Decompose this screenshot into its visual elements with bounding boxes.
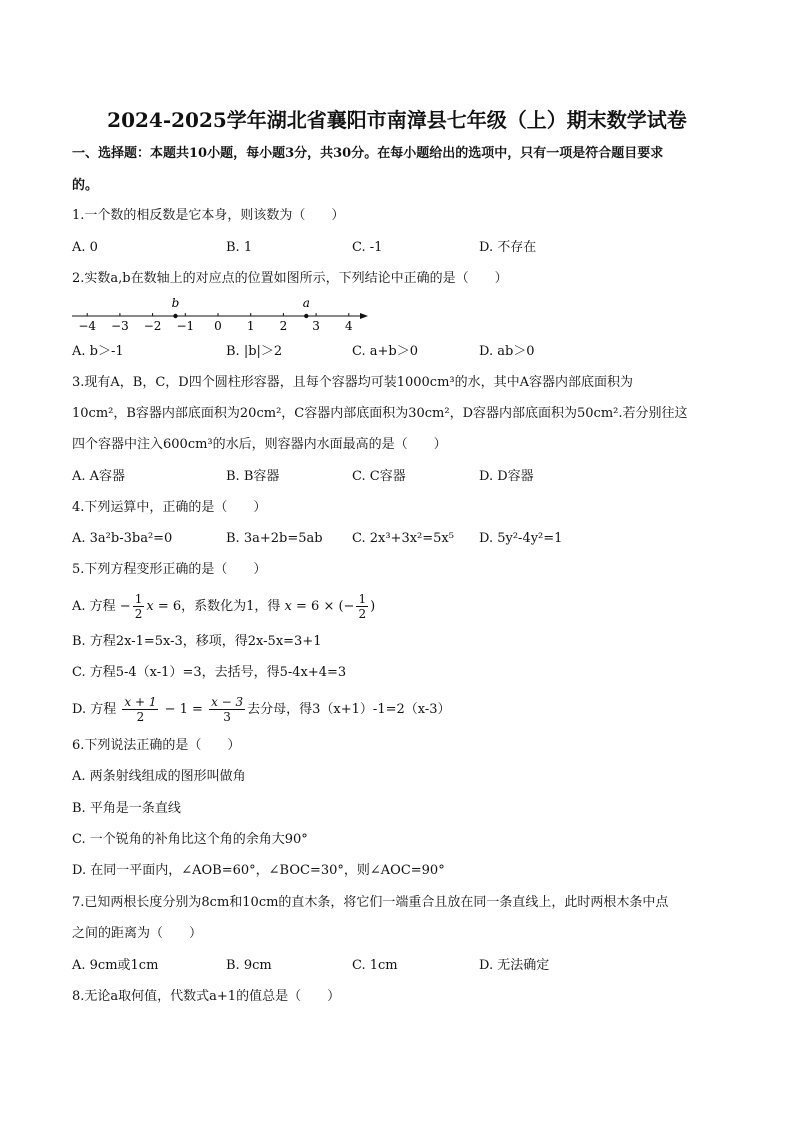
q5-option-d-prefix: D. 方程 xyxy=(72,702,117,717)
question-4-stem: 4.下列运算中，正确的是（ ） xyxy=(72,500,267,515)
q2-option-b: B. |b|＞2 xyxy=(226,344,283,359)
q4-option-b: B. 3a+2b=5ab xyxy=(226,531,323,546)
q1-option-b: B. 1 xyxy=(226,240,253,255)
section-heading-cont: 的。 xyxy=(72,178,99,193)
question-7-line-2: 之间的距离为（ ） xyxy=(72,926,203,941)
q3-option-b: B. B容器 xyxy=(226,469,280,484)
q7-option-d: D. 无法确定 xyxy=(479,958,550,973)
question-6-stem: 6.下列说法正确的是（ ） xyxy=(72,738,241,753)
q6-option-b: B. 平角是一条直线 xyxy=(72,801,181,816)
question-1-stem: 1.一个数的相反数是它本身，则该数为（ ） xyxy=(72,208,345,223)
page-title: 2024-2025学年湖北省襄阳市南漳县七年级（上）期末数学试卷 xyxy=(107,108,687,132)
q2-option-c: C. a+b＞0 xyxy=(352,344,418,359)
number-line-tick-label: 0 xyxy=(214,319,222,333)
q5-option-d-suffix: 去分母，得3（x+1）-1=2（x-3） xyxy=(247,702,451,717)
q1-option-c: C. -1 xyxy=(352,240,383,255)
q3-option-a: A. A容器 xyxy=(72,469,126,484)
number-line-tick-label: 1 xyxy=(246,319,255,333)
q5-option-d xyxy=(72,695,451,725)
q5-option-d-equation: $\frac{x + 1}{2}$ − 1 = $\frac{x - 3}{3}$ xyxy=(124,695,244,724)
q5-option-a-equation-2: x = 6 × (− $\frac{1}{2}$ ) xyxy=(284,592,376,621)
point-a-label: a xyxy=(302,296,310,310)
q7-option-b: B. 9cm xyxy=(226,958,272,973)
number-line-tick-label: 4 xyxy=(344,319,353,333)
question-3-line-2: 10cm²，B容器内部底面积为20cm²，C容器内部底面积为30cm²，D容器内部底面积为50cm².若分别往这 xyxy=(72,406,688,421)
question-3-line-3: 四个容器中注入600cm³的水后，则容器内水面最高的是（ ） xyxy=(72,437,447,452)
number-line-tick-label: 2 xyxy=(279,319,288,333)
q1-option-d: D. 不存在 xyxy=(479,240,537,255)
q6-option-c: C. 一个锐角的补角比这个角的余角大90° xyxy=(72,832,308,847)
q6-option-d: D. 在同一平面内，∠AOB=60°，∠BOC=30°，则∠AOC=90° xyxy=(72,863,445,878)
question-5-stem: 5.下列方程变形正确的是（ ） xyxy=(72,562,267,577)
q5-option-a-mid: ，系数化为1，得 xyxy=(181,599,281,614)
q3-option-c: C. C容器 xyxy=(352,469,406,484)
number-line-figure xyxy=(72,296,372,336)
question-3-line-1: 3.现有A，B，C，D四个圆柱形容器，且每个容器均可装1000cm³的水，其中A容器内部底面积为 xyxy=(72,375,634,390)
number-line-arrow-icon xyxy=(360,313,368,319)
q7-option-c: C. 1cm xyxy=(352,958,398,973)
q5-option-c: C. 方程5-4（x-1）=3，去括号，得5-4x+4=3 xyxy=(72,665,347,680)
q1-option-a: A. 0 xyxy=(72,240,98,255)
q6-option-a: A. 两条射线组成的图形叫做角 xyxy=(72,769,246,784)
number-line-tick-label: −2 xyxy=(143,319,162,333)
q3-option-d: D. D容器 xyxy=(479,469,534,484)
q4-option-a: A. 3a²b-3ba²=0 xyxy=(72,531,173,546)
point-b-label: b xyxy=(171,296,180,310)
q2-option-d: D. ab＞0 xyxy=(479,344,535,359)
point-a xyxy=(304,314,308,318)
question-2-stem: 2.实数a,b在数轴上的对应点的位置如图所示，下列结论中正确的是（ ） xyxy=(72,271,508,286)
q5-option-a-prefix: A. 方程 xyxy=(72,599,116,614)
q5-option-a xyxy=(72,592,375,622)
number-line-tick-label: −1 xyxy=(176,319,195,333)
section-heading: 一、选择题：本题共10小题，每小题3分，共30分。在每小题给出的选项中，只有一项是符合题目要求 xyxy=(72,146,664,161)
q4-option-c: C. 2x³+3x²=5x⁵ xyxy=(352,531,454,546)
q5-option-a-equation-1: − $\frac{1}{2}$ x = 6 xyxy=(119,592,182,621)
q5-option-b: B. 方程2x-1=5x-3，移项，得2x-5x=3+1 xyxy=(72,634,322,649)
question-7-line-1: 7.已知两根长度分别为8cm和10cm的直木条，将它们一端重合且放在同一条直线上，此时两根木条中点 xyxy=(72,895,669,910)
number-line-tick-label: −4 xyxy=(78,319,97,333)
q7-option-a: A. 9cm或1cm xyxy=(72,958,159,973)
point-b xyxy=(173,314,177,318)
q4-option-d: D. 5y²-4y²=1 xyxy=(479,531,563,546)
q2-option-a: A. b＞-1 xyxy=(72,344,124,359)
question-8-stem: 8.无论a取何值，代数式a+1的值总是（ ） xyxy=(72,989,341,1004)
number-line-tick-label: −3 xyxy=(111,319,129,333)
number-line-tick-label: 3 xyxy=(312,319,320,333)
